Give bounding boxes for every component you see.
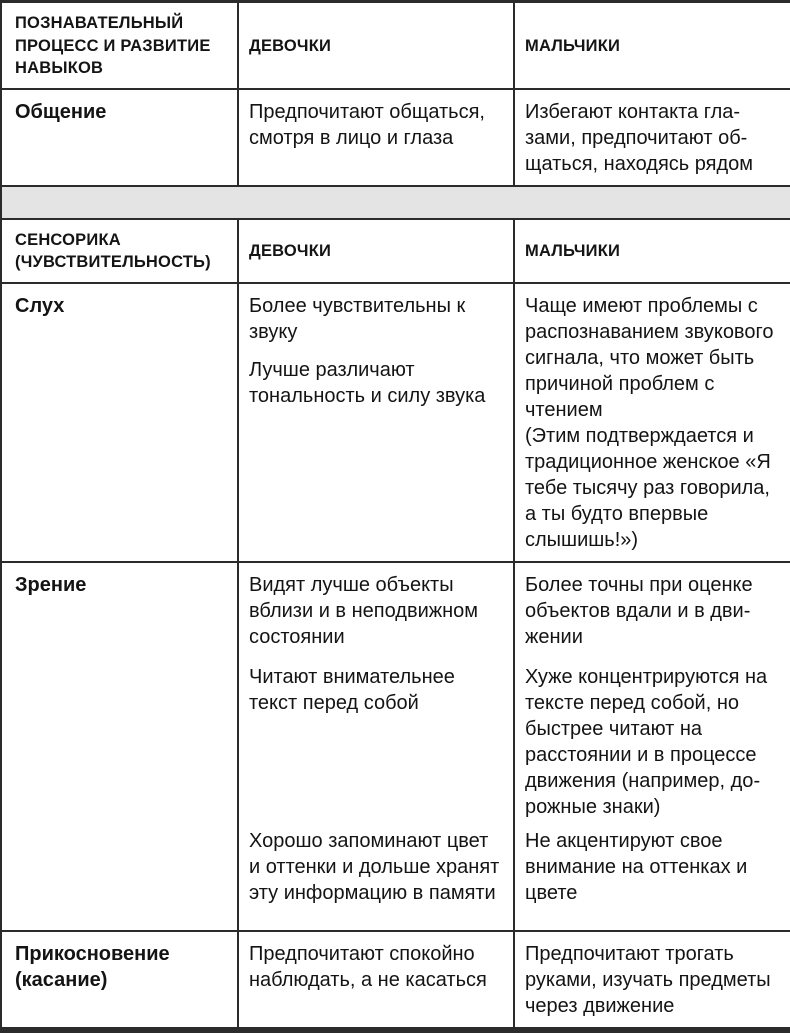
row-vision xyxy=(1,562,790,664)
paragraph: Видят лучше объекты вблизи и в неподвижном состоянии xyxy=(249,573,479,648)
row-label-touch: Прикосновение (касание) xyxy=(1,931,238,1030)
header-row-sensory xyxy=(1,219,790,283)
paragraph: Более чувствительны к звуку xyxy=(249,294,466,343)
section-separator-band xyxy=(1,186,790,219)
row-communication xyxy=(1,89,790,186)
header-boys-1: МАЛЬЧИКИ xyxy=(514,2,790,89)
cell-vision-girls-3 xyxy=(238,828,514,931)
header-row-cognitive xyxy=(1,2,790,89)
cell-hearing-boys xyxy=(514,283,790,562)
cell-communication-girls xyxy=(238,89,514,186)
paragraph: Не акцентируют свое внимание на оттенках и цвете xyxy=(525,829,748,904)
header-girls-2: ДЕВОЧКИ xyxy=(238,219,514,283)
paragraph: (Этим подтверждается и традиционное женское «Я тебе тысячу раз говорила, а ты будто впервые слышишь!») xyxy=(525,424,771,551)
cell-touch-boys xyxy=(514,931,790,1030)
cell-vision-girls-2 xyxy=(238,664,514,828)
paragraph: Более точны при оценке объектов вдали и в движении xyxy=(525,573,753,648)
cell-touch-girls xyxy=(238,931,514,1030)
header-sensory-process: СЕНСОРИКА (ЧУВСТВИТЕЛЬНОСТЬ) xyxy=(1,219,238,283)
cell-vision-boys-2 xyxy=(514,664,790,828)
paragraph: Хорошо запоминают цвет и оттенки и дольше хранят эту информацию в памяти xyxy=(249,829,500,904)
paragraph: Избегают контакта глазами, предпочитают общаться, находясь рядом xyxy=(525,100,754,175)
cell-communication-boys xyxy=(514,89,790,186)
header-cognitive-process: ПОЗНАВАТЕЛЬНЫЙ ПРОЦЕСС И РАЗВИТИЕ НАВЫКОВ xyxy=(1,2,238,89)
header-boys-2: МАЛЬЧИКИ xyxy=(514,219,790,283)
paragraph: Предпочитают общаться, смотря в лицо и глаза xyxy=(249,100,485,149)
paragraph: Читают внимательнее текст перед собой xyxy=(249,665,455,714)
paragraph: Предпочитают трогать руками, изучать предметы через движение xyxy=(525,942,771,1017)
section-separator-row xyxy=(1,186,790,219)
paragraph: Чаще имеют проблемы с распознаванием звукового сигнала, что может быть причиной проблем с чтением xyxy=(525,294,774,421)
cell-hearing-girls xyxy=(238,283,514,562)
paragraph: Лучше различают тональность и силу звука xyxy=(249,358,486,407)
row-hearing xyxy=(1,283,790,562)
paragraph: Предпочитают спокойно наблюдать, а не касаться xyxy=(249,942,487,991)
row-touch xyxy=(1,931,790,1030)
row-label-vision: Зрение xyxy=(1,562,238,931)
row-label-hearing: Слух xyxy=(1,283,238,562)
cell-vision-boys-3 xyxy=(514,828,790,931)
cell-vision-girls-1 xyxy=(238,562,514,664)
row-label-communication: Общение xyxy=(1,89,238,186)
header-girls-1: ДЕВОЧКИ xyxy=(238,2,514,89)
cell-vision-boys-1 xyxy=(514,562,790,664)
paragraph: Хуже концентрируются на тексте перед собой, но быстрее читают на расстоянии и в процессе движения (например, дорожные знаки) xyxy=(525,665,768,818)
